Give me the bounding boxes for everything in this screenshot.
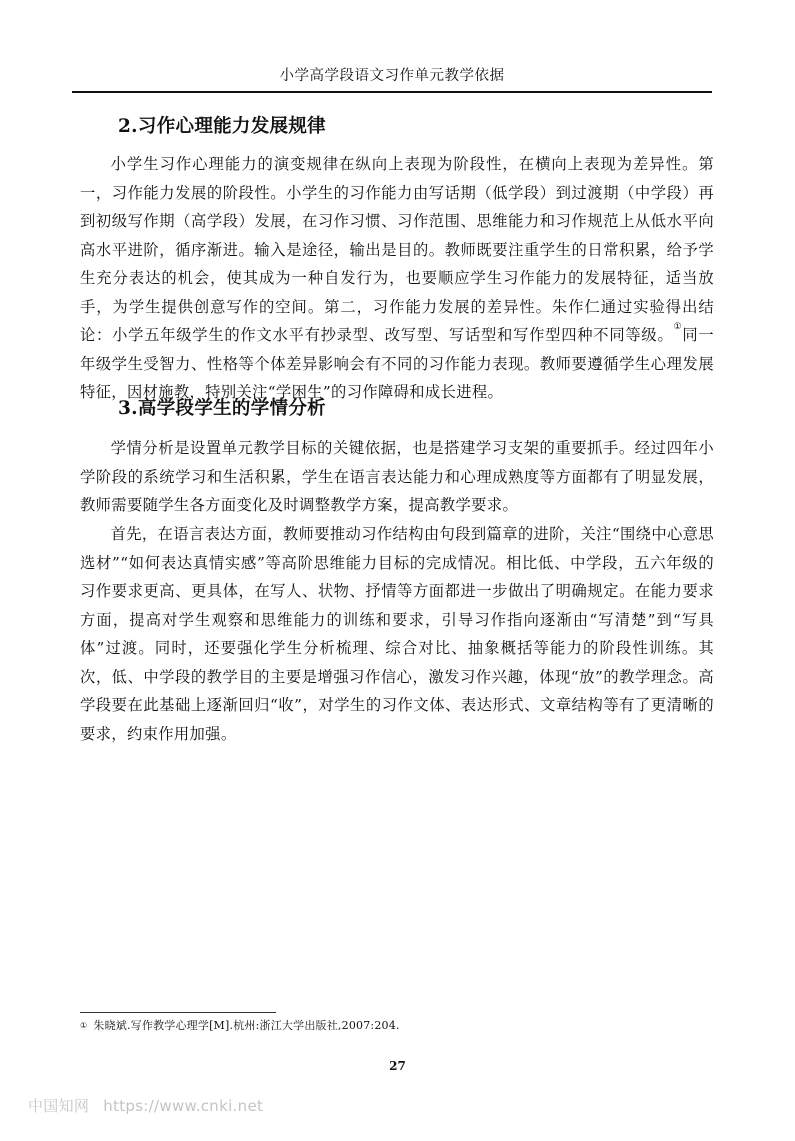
footnote xyxy=(80,1018,400,1034)
paragraph-language-expression: 首先，在语言表达方面，教师要推动习作结构由句段到篇章的进阶，关注“围绕中心意思选材”“如何表达真情实感”等高阶思维能力目标的完成情况。相比低、中学段，五六年级的习作要求更高、更具体，在写人、状物、抒情等方面都进一步做出了明确规定。在能力要求方面，提高对学生观察和思维能力的训练和要求，引导习作指向逐渐由“写清楚”到“写具体”过渡。同时，还要强化学生分析梳理、综合对比、抽象概括等能力的阶段性训练。其次，低、中学段的教学目的主要是增强习作信心，激发习作兴趣，体现“放”的教学理念。高学段要在此基础上逐渐回归“收”，对学生的习作文体、表达形式、文章结构等有了更清晰的要求，约束作用加强。 xyxy=(80,525,714,743)
watermark-brand: 中国知网 xyxy=(28,1097,90,1115)
running-header: 小学高学段语文习作单元教学依据 xyxy=(279,68,505,84)
paragraph-text: 小学生习作心理能力的演变规律在纵向上表现为阶段性，在横向上表现为差异性。第一，习作能力发展的阶段性。小学生的习作能力由写话期（低学段）到过渡期（中学段）再到初级写作期（高学段）发展，在习作习惯、习作范围、思维能力和习作规范上从低水平向高水平进阶，循序渐进。输入是途径，输出是目的。教师既要注重学生的日常积累，给予学生充分表达的机会，使其成为一种自发行为，也要顺应学生习作能力的发展特征，适当放手，为学生提供创意写作的空间。第二，习作能力发展的差异性。朱作仁通过实验得出结论：小学五年级学生的作文水平有抄录型、改写型、写话型和写作型四种不同等级。 xyxy=(80,155,714,344)
paragraph-learning-analysis: 学情分析是设置单元教学目标的关键依据，也是搭建学习支架的重要抓手。经过四年小学阶段的系统学习和生活积累，学生在语言表达能力和心理成熟度等方面都有了明显发展，教师需要随学生各方面变化及时调整教学方案，提高教学要求。 xyxy=(80,439,714,514)
paragraph-psych-development xyxy=(80,150,714,407)
watermark xyxy=(28,1096,263,1116)
section-heading-3: 3.高学段学生的学情分析 xyxy=(118,398,326,419)
header-rule xyxy=(72,91,712,93)
paragraph-text-continued: 同一年级学生受智力、性格等个体差异影响会有不同的习作能力表现。教师要遵循学生心理发展特征，因材施教，特别关注“学困生”的习作障碍和成长进程。 xyxy=(80,326,715,401)
footnote-mark: ① xyxy=(80,1021,88,1030)
section-heading-2: 2.习作心理能力发展规律 xyxy=(118,116,326,137)
page-number: 27 xyxy=(389,1059,406,1073)
footnote-reference[interactable]: ① xyxy=(673,322,683,332)
footnote-citation: 朱晓斌.写作教学心理学[M].杭州:浙江大学出版社,2007:204. xyxy=(93,1019,400,1032)
footnote-divider xyxy=(80,1012,276,1013)
watermark-url: https://www.cnki.net xyxy=(103,1097,264,1115)
